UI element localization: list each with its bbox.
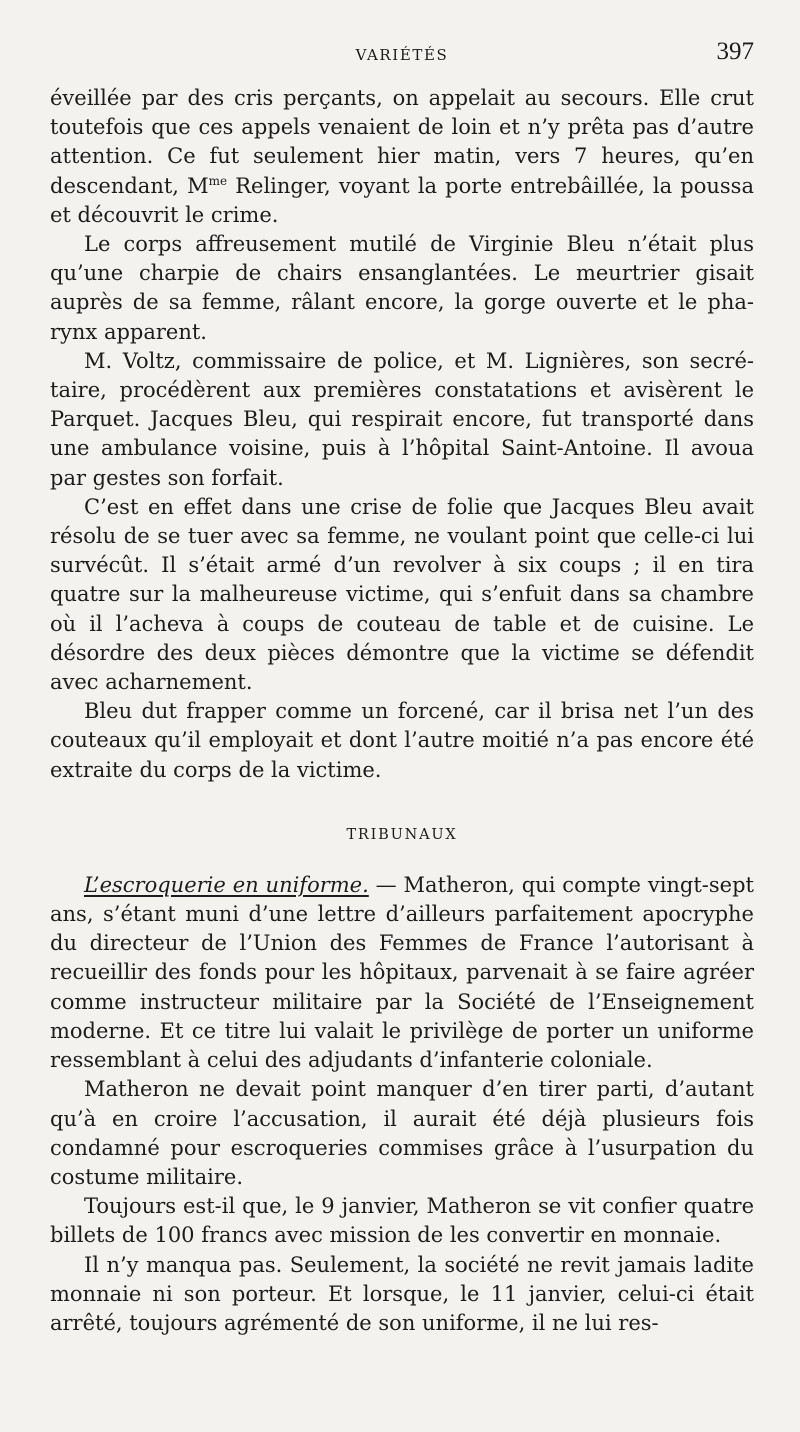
page-number: 397	[716, 38, 754, 65]
paragraph-5: Bleu dut frapper comme un forcené, car il brisa net l’un des couteaux qu’il employait et dont l’autre moitié n’a pas encore été extraite du corps de la victime.	[50, 699, 754, 782]
paragraph-6	[50, 871, 754, 1075]
paragraph-1	[50, 84, 754, 230]
paragraph-3: M. Voltz, commissaire de police, et M. Lignières, son secrétaire, procédèrent aux premières constatations et avisèrent le Parquet. Jacques Bleu, qui respirait encore, fut transporté dans une ambulance voisine, puis à l’hôpital Saint-Antoine. Il avoua par gestes son forfait.	[50, 348, 754, 490]
title-abbrev-superscript: me	[208, 173, 228, 188]
paragraph-9: Il n’y manqua pas. Seulement, la société ne revit jamais ladite monnaie ni son porteur. Et lorsque, le 11 janvier, celui-ci était arrêté, toujours agrémenté de son uniforme, il ne lui res-	[50, 1252, 754, 1335]
running-title: VARIÉTÉS	[355, 46, 449, 64]
paragraph-4: C’est en effet dans une crise de folie que Jacques Bleu avait résolu de se tuer avec sa femme, ne voulant point que celle-ci lui survécût. Il s’était armé d’un revolver à six coups ; il en tira quatre sur la malheureuse victime, qui s’enfuit dans sa chambre où il l’acheva à coups de couteau de table et de cuisine. Le désordre des deux pièces démontre que la victime se défendit avec acharnement.	[50, 494, 754, 695]
article-title: L’escroquerie en uniforme.	[84, 872, 369, 897]
paragraph-2: Le corps affreusement mutilé de Virginie Bleu n’était plus qu’une charpie de chairs ensanglantées. Le meurtrier gisait auprès de sa femme, râlant encore, la gorge ouverte et le pharynx apparent.	[50, 232, 754, 344]
paragraph-6-body: — Matheron, qui compte vingt-sept ans, s’étant muni d’une lettre d’ailleurs parfaitement apocryphe du directeur de l’Union des Femmes de France l’autorisant à recueillir des fonds pour les hôpitaux, parvenait à se faire agréer comme instructeur militaire par la Société de l’Enseignement moderne. Et ce titre lui valait le privilège de porter un uniforme ressemblant à celui des adjudants d’infanterie coloniale.	[50, 872, 754, 1073]
section-heading: TRIBUNAUX	[346, 826, 458, 843]
paragraph-1-end: Relinger, voyant la porte entrebâillée, la poussa et découvrit le crime.	[50, 173, 754, 227]
running-head	[50, 38, 754, 84]
paragraph-1-start: éveillée par des cris perçants, on appelait au secours. Elle crut toutefois que ces appels venaient de loin et n’y prêta pas d’autre attention. Ce fut seulement hier matin, vers 7 heures, qu’en descendant, M	[50, 86, 754, 198]
paragraph-7: Matheron ne devait point manquer d’en tirer parti, d’autant qu’à en croire l’accusation, il aurait été déjà plusieurs fois condamné pour escroqueries commises grâce à l’usurpation du costume militaire.	[50, 1077, 754, 1189]
paragraph-8: Toujours est-il que, le 9 janvier, Matheron se vit confier quatre billets de 100 francs avec mission de les convertir en monnaie.	[50, 1194, 754, 1248]
